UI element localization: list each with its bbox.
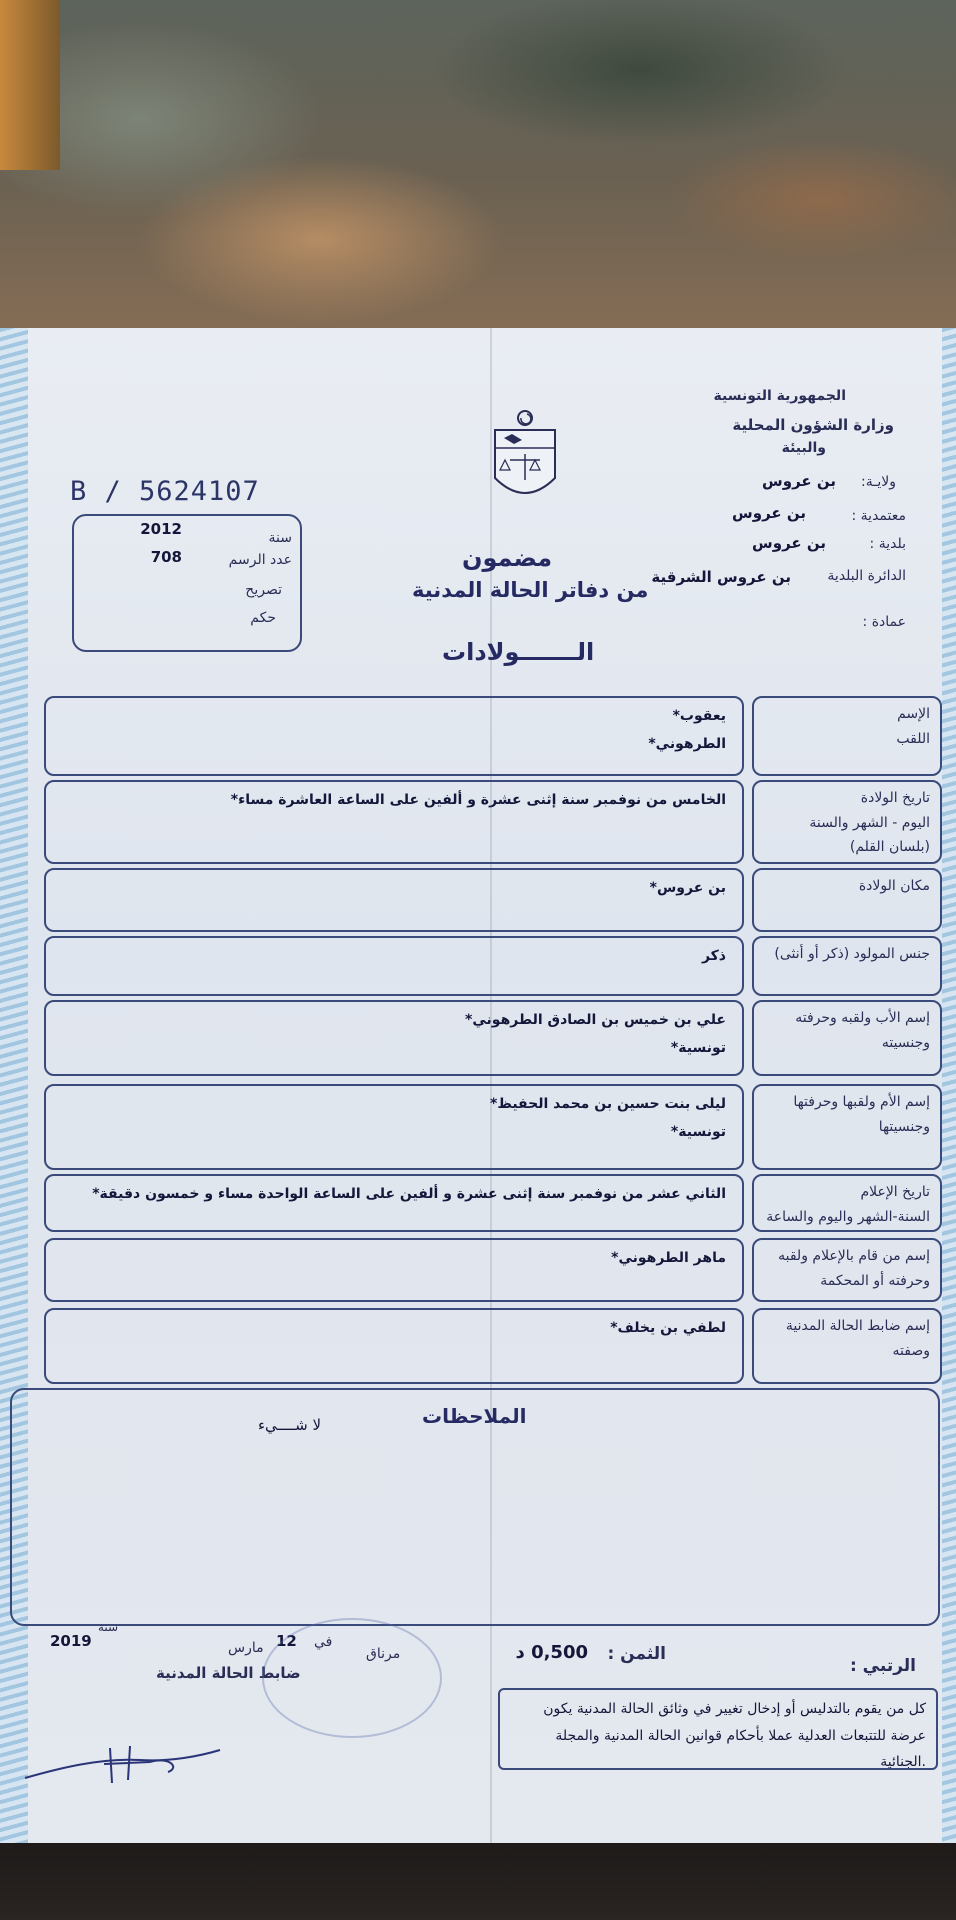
section-title: الـــــــولادات [442,638,595,666]
row-label: تاريخ الإعلام السنة-الشهر واليوم والساعة [766,1184,930,1225]
row-value: بن عروس* [649,880,726,896]
record-box [72,514,302,652]
row-value: يعقوب* [672,708,726,724]
row-value: ذكر [701,948,726,964]
row-value-box [44,780,744,864]
header-republic: الجمهورية التونسية [713,388,846,404]
motamadia-value: بن عروس [732,504,806,522]
footer-month: مارس [228,1640,264,1656]
record-number-label: عدد الرسم [228,552,292,568]
serial-number: B / 5624107 [70,476,260,507]
daira-label: الدائرة البلدية [827,568,906,584]
record-declaration-label: تصريح [245,582,282,598]
row-label-box [752,1308,942,1384]
row-value-box [44,1000,744,1076]
footer-day: 12 [276,1632,297,1650]
row-label: جنس المولود (ذكر أو أنثى) [774,946,930,962]
officer-title: ضابط الحالة المدنية [156,1664,301,1682]
header-ministry-line1: وزارة الشؤون المحلية [732,416,894,434]
omada-label: عمادة : [862,614,906,630]
row-value-box [44,936,744,996]
row-label: تاريخ الولادة اليوم - الشهر والسنة (بلسان القلم) [809,790,930,855]
remarks-value: لا شــــيء [258,1416,322,1434]
tarqim-label: الرتبي : [849,1656,916,1676]
record-year-value: 2012 [140,520,182,538]
signature-icon [20,1728,230,1788]
background-ornament [0,0,60,170]
row-label: إسم الأم ولقبها وحرفتها وجنسيتها [793,1094,930,1135]
row-value: ليلى بنت حسين بن محمد الحفيظ* [490,1096,726,1112]
row-value-box [44,1238,744,1302]
row-value-box [44,1174,744,1232]
row-label-box [752,936,942,996]
footer-date-prefix: في [314,1634,333,1650]
document-title: مضمون [462,544,553,572]
tunisia-coat-of-arms-icon [490,408,560,508]
row-value: الطرهوني* [648,736,726,752]
row-label: مكان الولادة [858,878,930,894]
security-border-right [942,328,956,1843]
document-subtitle: من دفاتر الحالة المدنية [412,578,649,602]
wilaya-label: ولايـة: [861,474,896,490]
footer-year-label: سنة [98,1620,119,1634]
background-bottom [0,1840,956,1920]
row-value-box [44,868,744,932]
footer-city: مرناق [366,1646,401,1662]
row-value: الخامس من نوفمبر سنة إثنى عشرة و ألفين على الساعة العاشرة مساء* [230,792,726,808]
daira-value: بن عروس الشرقية [651,568,791,586]
legal-notice: كل من يقوم بالتدليس أو إدخال تغيير في وثائق الحالة المدنية يكون عرضة للتتبعات العدلية عملا بأحكام قوانين الحالة المدنية والمجلة الجنائية. [498,1688,938,1770]
row-value: تونسية* [670,1124,726,1140]
header-ministry-line2: والبيئة [781,440,826,456]
row-label: إسم من قام بالإعلام ولقبه وحرفته أو المحكمة [778,1248,930,1289]
birth-certificate-document [0,328,956,1843]
row-label-box [752,1084,942,1170]
row-value-box [44,696,744,776]
price-value: 0,500 د [515,1642,588,1663]
remarks-title: الملاحظات [422,1404,527,1428]
row-label-box [752,1000,942,1076]
row-label: إسم ضابط الحالة المدنية وصفته [785,1318,930,1359]
background-blanket [0,0,956,360]
row-value: لطفي بن يخلف* [610,1320,726,1336]
baladia-label: بلدية : [869,536,906,552]
row-label-box [752,1174,942,1232]
motamadia-label: معتمدية : [851,508,906,524]
official-stamp [262,1618,442,1738]
remarks-box [10,1388,940,1626]
record-year-label: سنة [268,530,292,546]
row-value: الثاني عشر من نوفمبر سنة إثنى عشرة و ألفين على الساعة الواحدة مساء و خمسون دقيقة* [92,1186,726,1202]
row-label-box [752,1238,942,1302]
baladia-value: بن عروس [752,534,826,552]
price-label: الثمن : [607,1644,666,1664]
row-label-box [752,696,942,776]
row-label-box [752,780,942,864]
record-judgment-label: حكم [250,610,276,626]
row-label: الإسم اللقب [896,706,930,747]
row-value-box [44,1308,744,1384]
row-label: إسم الأب ولقبه وحرفته وجنسيته [795,1010,930,1051]
row-value: علي بن خميس بن الصادق الطرهوني* [465,1012,726,1028]
row-value: ماهر الطرهوني* [611,1250,726,1266]
wilaya-value: بن عروس [762,472,836,490]
footer-year-value: 2019 [50,1632,92,1650]
row-value: تونسية* [670,1040,726,1056]
row-value-box [44,1084,744,1170]
record-number-value: 708 [150,548,182,566]
row-label-box [752,868,942,932]
